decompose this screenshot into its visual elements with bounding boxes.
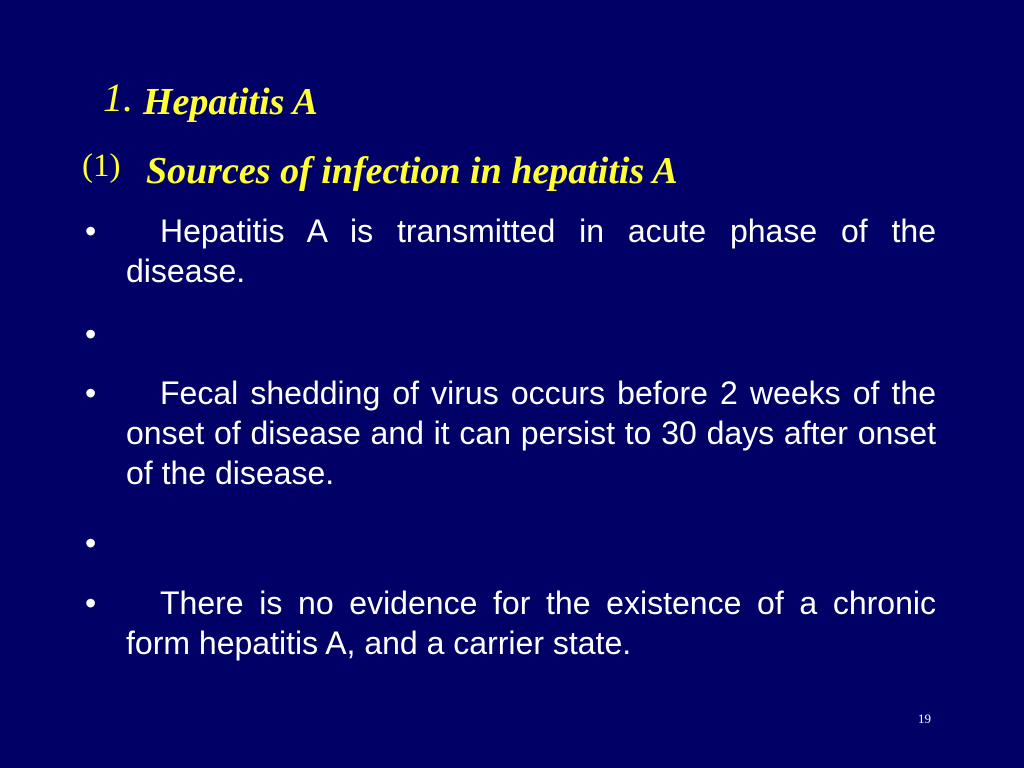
bullet-text: Fecal shedding of virus occurs before 2 weeks of the onset of disease and it can persist to 30 days after onset of the disease.: [126, 375, 936, 491]
subheading-title: Sources of infection in hepatitis A: [146, 150, 678, 192]
subheading-number: (1): [82, 148, 121, 184]
bullet-text: There is no evidence for the existence of a chronic form hepatitis A, and a carrier state.: [126, 585, 936, 661]
bullet-marker: •: [85, 585, 97, 621]
bullet-marker: •: [85, 375, 97, 411]
bullet-item: [82, 373, 936, 493]
bullet-text: Hepatitis A is transmitted in acute phase of the disease.: [126, 213, 936, 289]
page-number: 19: [918, 711, 931, 726]
bullet-marker: •: [85, 213, 97, 249]
bullet-marker: •: [85, 316, 97, 352]
heading-number: 1.: [103, 75, 133, 120]
bullet-item: [82, 211, 936, 291]
bullet-item: [82, 583, 936, 663]
heading-title: Hepatitis A: [143, 81, 318, 123]
bullet-marker: •: [85, 525, 97, 561]
